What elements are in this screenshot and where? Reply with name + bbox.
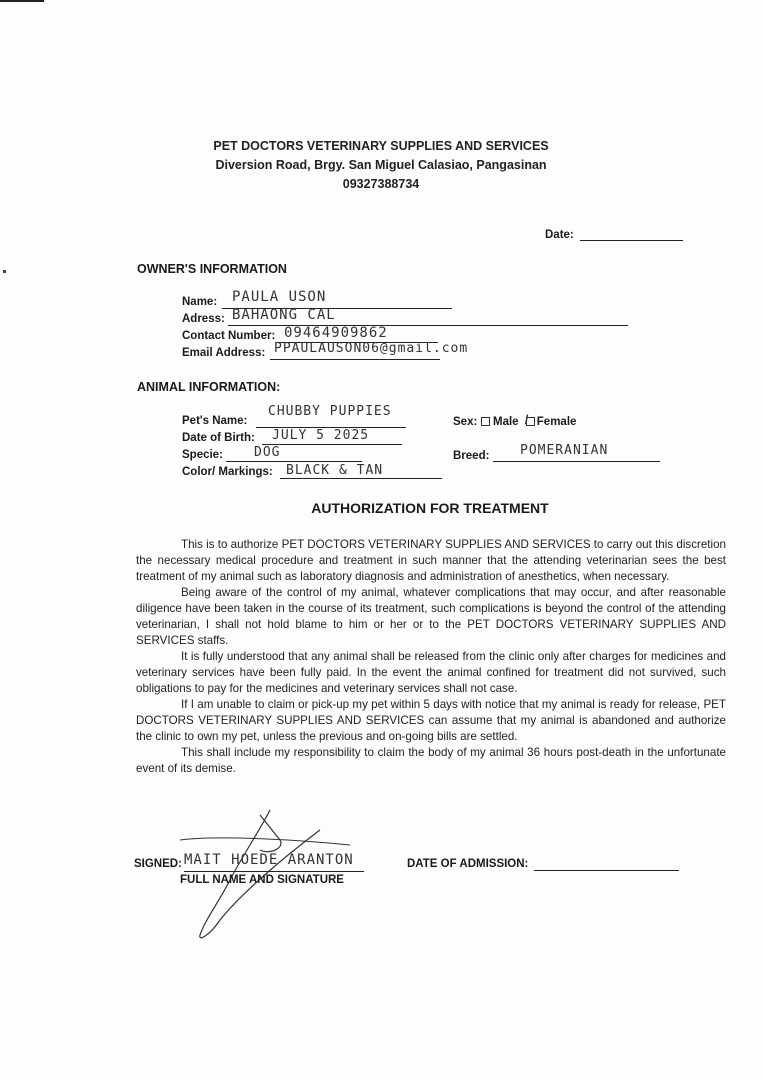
date-admission-field[interactable]: [534, 870, 679, 871]
company-name: PET DOCTORS VETERINARY SUPPLIES AND SERVICES: [213, 139, 549, 153]
male-checkbox[interactable]: [481, 417, 490, 426]
specie-label: Specie:: [182, 449, 223, 461]
dob-field[interactable]: [262, 444, 402, 445]
signed-label: SIGNED:: [134, 858, 182, 870]
owner-name-label: Name:: [182, 296, 218, 308]
authorization-paragraph-2: Being aware of the control of my animal, whatever complications that may occur, and after reasonable diligence have been taken in the course of its treatment, such complications is beyond the control of the attending veterinarian, I shall not hold blame to him or her or to the PET DOCTORS VETERINARY SUPPLIES AND SERVICES staffs.: [136, 586, 726, 647]
owner-email-value: PPAULAUSON06@gmail.com: [274, 341, 469, 356]
owner-section-title: OWNER'S INFORMATION: [137, 262, 287, 276]
color-label: Color/ Markings:: [182, 466, 273, 478]
owner-name-value: PAULA USON: [232, 289, 327, 305]
pet-name-label: Pet's Name:: [182, 415, 248, 427]
female-label: Female: [536, 416, 577, 428]
breed-label: Breed:: [453, 450, 490, 462]
full-name-signature-label: FULL NAME AND SIGNATURE: [180, 874, 344, 886]
owner-email-label: Email Address:: [182, 347, 266, 359]
owner-address-label: Adress:: [182, 313, 225, 325]
breed-value: POMERANIAN: [520, 443, 609, 458]
company-phone: 09327388734: [342, 177, 420, 191]
dob-value: JULY 5 2025: [272, 428, 370, 443]
sex-options: [481, 412, 577, 428]
owner-contact-value: 09464909862: [284, 325, 388, 341]
owner-contact-label: Contact Number:: [182, 330, 276, 342]
dob-label: Date of Birth:: [182, 432, 255, 444]
female-checkbox[interactable]: /: [526, 417, 535, 426]
breed-field[interactable]: [493, 461, 660, 462]
authorization-paragraph-3: It is fully understood that any animal shall be released from the clinic only after charges for medicines and veterinary services have been fully paid. In the event the animal confined for treatment did not survived, such obligations to pay for the medicines and veterinary services shall not case.: [136, 650, 726, 695]
company-address: Diversion Road, Brgy. San Miguel Calasiao, Pangasinan: [215, 158, 547, 172]
animal-section-title: ANIMAL INFORMATION:: [137, 380, 281, 394]
signature-field[interactable]: [184, 871, 364, 872]
authorization-paragraph-4: If I am unable to claim or pick-up my pet within 5 days with notice that my animal is ready for release, PET DOCTORS VETERINARY SUPPLIES AND SERVICES can assume that my animal is abandoned and authorize the clinic to own my pet, unless the previous and on-going bills are settled.: [136, 698, 726, 743]
pet-name-value: CHUBBY PUPPIES: [268, 404, 392, 419]
scan-dot: [3, 270, 6, 273]
authorization-body: [136, 537, 726, 777]
specie-field[interactable]: [226, 461, 362, 462]
signed-name-value: MAIT HOEDE ARANTON: [184, 852, 354, 868]
date-field[interactable]: [580, 240, 683, 241]
authorization-paragraph-1: This is to authorize PET DOCTORS VETERINARY SUPPLIES AND SERVICES to carry out this discretion the necessary medical procedure and treatment in such manner that the attending veterinarian sees the best treatment of my animal such as laboratory diagnosis and administration of anesthetics, when necessary.: [136, 538, 726, 583]
owner-address-value: BAHAONG CAL: [232, 307, 336, 323]
authorization-title: AUTHORIZATION FOR TREATMENT: [311, 500, 549, 516]
color-field[interactable]: [280, 478, 442, 479]
sex-label: Sex:: [453, 416, 478, 428]
scan-edge-mark: [0, 0, 44, 2]
specie-value: DOG: [254, 445, 281, 460]
owner-email-field[interactable]: [270, 359, 440, 360]
date-admission-label: DATE OF ADMISSION:: [407, 858, 529, 870]
date-label: Date:: [545, 229, 574, 241]
color-value: BLACK & TAN: [286, 463, 384, 478]
male-label: Male: [493, 416, 519, 428]
authorization-paragraph-5: This shall include my responsibility to claim the body of my animal 36 hours post-death in the unfortunate event of its demise.: [136, 746, 726, 775]
